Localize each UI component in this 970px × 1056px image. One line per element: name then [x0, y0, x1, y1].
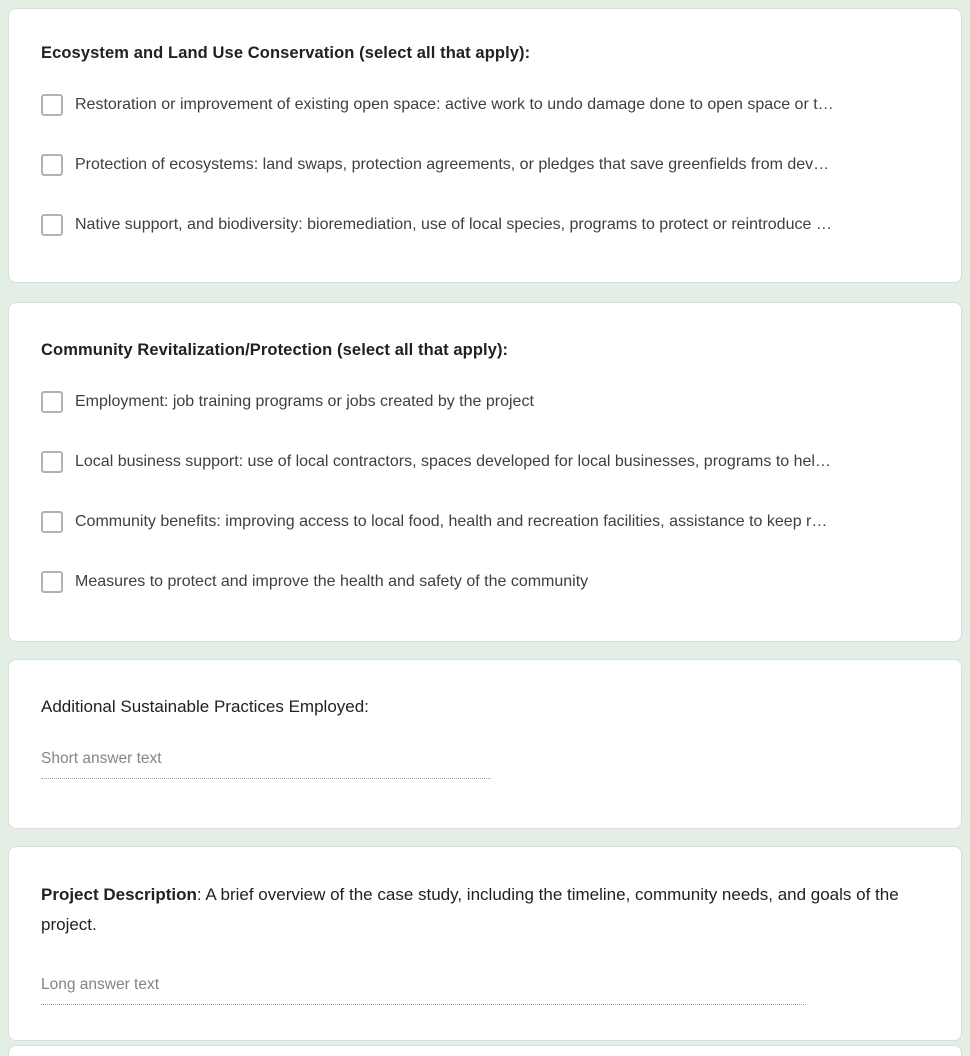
checkbox-icon[interactable]	[41, 154, 63, 176]
question-title: Community Revitalization/Protection (select all that apply):	[41, 341, 509, 359]
question-title	[41, 880, 933, 940]
checkbox-icon[interactable]	[41, 571, 63, 593]
checkbox-option-native-support[interactable]	[41, 214, 933, 236]
checkbox-option-employment[interactable]	[41, 391, 933, 413]
checkbox-icon[interactable]	[41, 511, 63, 533]
question-title-rest: : A brief overview of the case study, including the timeline, community needs, and goals of the project.	[41, 885, 899, 934]
checkbox-label: Protection of ecosystems: land swaps, protection agreements, or pledges that save greenfields from dev…	[75, 156, 830, 173]
checkbox-label: Restoration or improvement of existing open space: active work to undo damage done to open space or t…	[75, 96, 834, 113]
next-question-card-partial	[8, 1045, 962, 1056]
input-placeholder: Long answer text	[41, 976, 160, 993]
question-title-bold: Project Description	[41, 885, 197, 904]
question-title: Additional Sustainable Practices Employed:	[41, 697, 369, 716]
checkbox-option-restoration[interactable]	[41, 94, 933, 116]
checkbox-label: Native support, and biodiversity: bioremediation, use of local species, programs to protect or reintroduce …	[75, 216, 832, 233]
checkbox-label: Community benefits: improving access to local food, health and recreation facilities, assistance to keep r…	[75, 513, 828, 530]
checkbox-icon[interactable]	[41, 451, 63, 473]
checkbox-label: Local business support: use of local contractors, spaces developed for local businesses, programs to hel…	[75, 453, 831, 470]
question-card-project-description	[8, 846, 962, 1041]
question-card-ecosystem	[8, 8, 962, 283]
checkbox-icon[interactable]	[41, 391, 63, 413]
checkbox-option-local-business[interactable]	[41, 451, 933, 473]
checkbox-option-community-benefits[interactable]	[41, 511, 933, 533]
checkbox-icon[interactable]	[41, 214, 63, 236]
checkbox-option-protection[interactable]	[41, 154, 933, 176]
checkbox-option-health-safety[interactable]	[41, 571, 933, 593]
checkbox-icon[interactable]	[41, 94, 63, 116]
checkbox-label: Employment: job training programs or jobs created by the project	[75, 393, 534, 410]
question-card-community	[8, 302, 962, 642]
question-title: Ecosystem and Land Use Conservation (select all that apply):	[41, 44, 531, 62]
long-answer-input[interactable]	[41, 974, 806, 1005]
input-placeholder: Short answer text	[41, 750, 162, 767]
question-card-additional-practices	[8, 659, 962, 829]
checkbox-label: Measures to protect and improve the health and safety of the community	[75, 573, 589, 590]
short-answer-input[interactable]	[41, 748, 491, 779]
